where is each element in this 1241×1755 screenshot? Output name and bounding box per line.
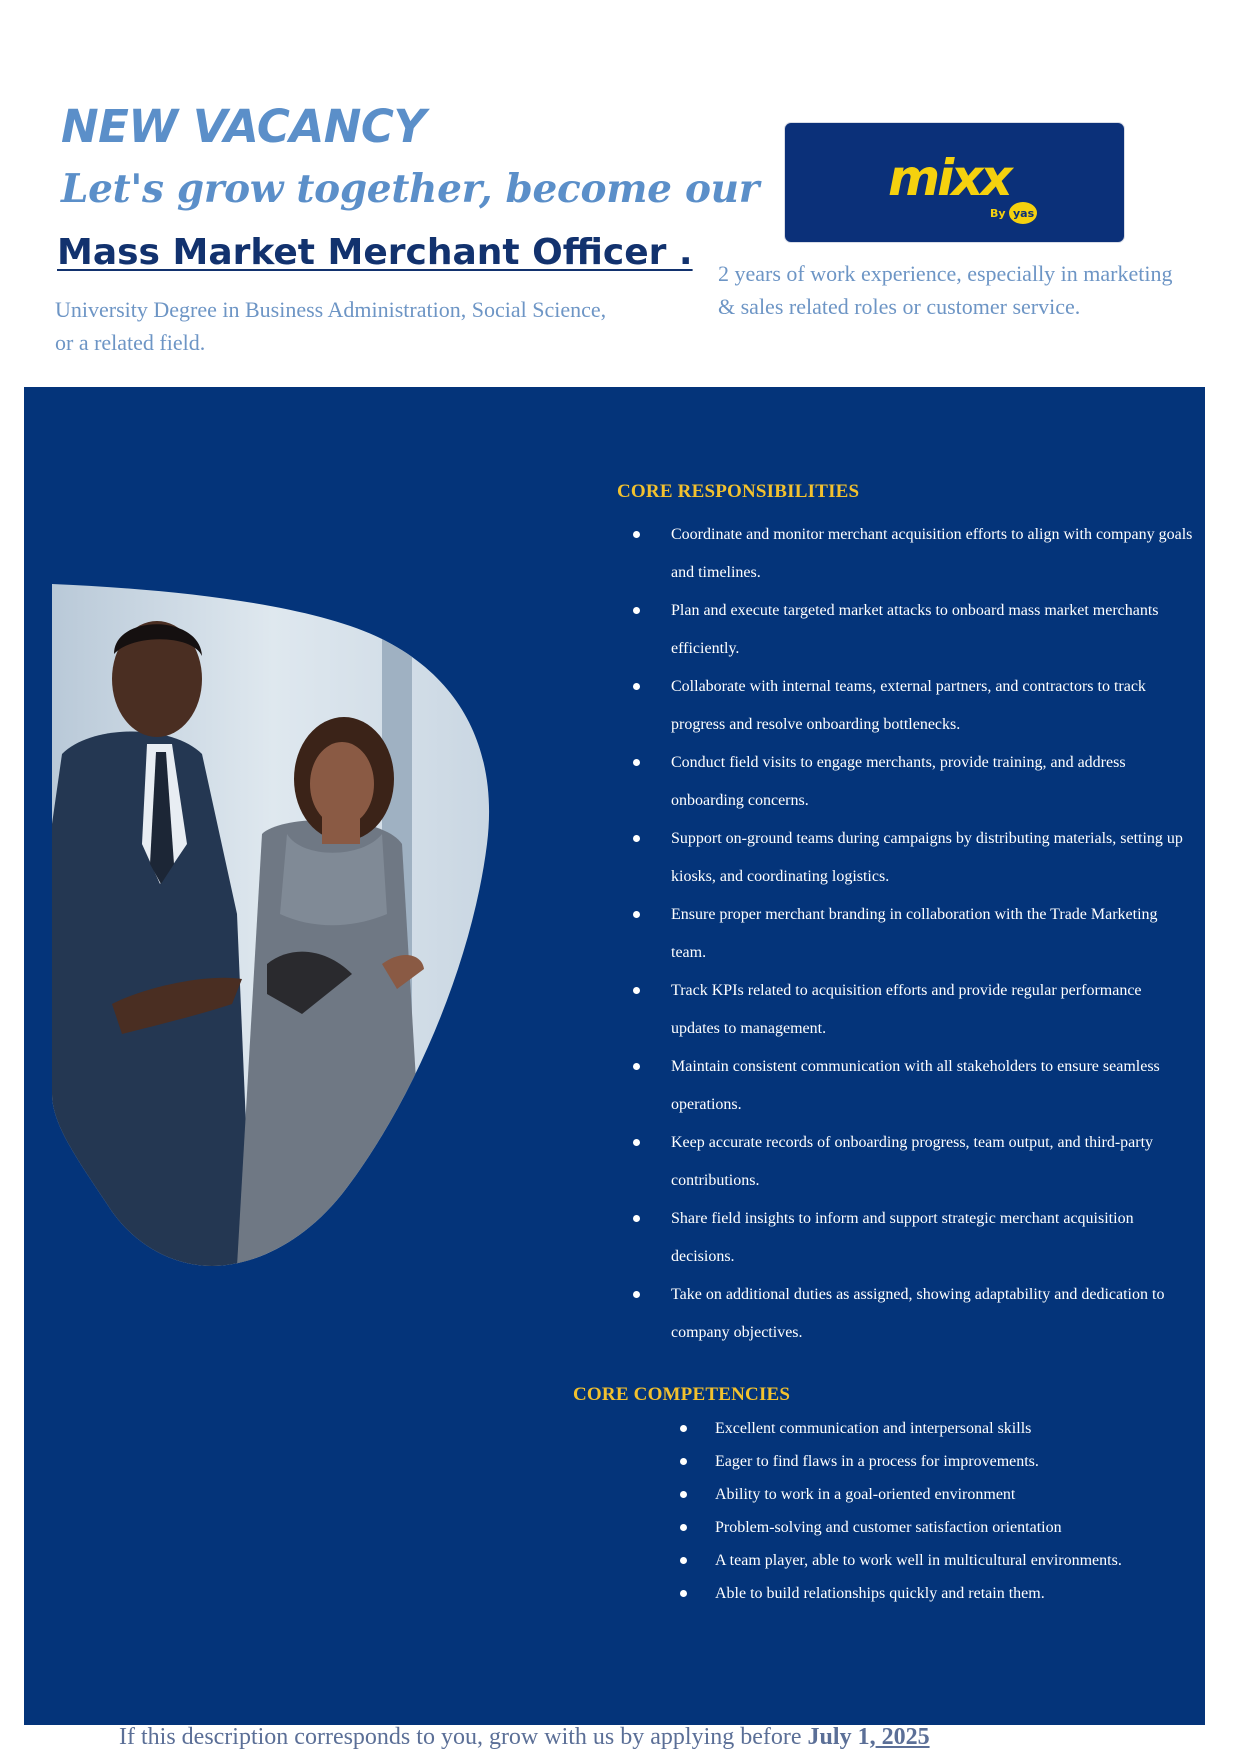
deadline-date [808,1724,930,1750]
competencies-list [715,1412,1195,1610]
list-item: Able to build relationships quickly and retain them. [715,1577,1195,1610]
list-item: Ability to work in a goal-oriented environment [715,1478,1195,1511]
list-item: A team player, able to work well in multicultural environments. [715,1544,1195,1577]
footer-text: If this description corresponds to you, grow with us by applying before [119,1724,808,1750]
job-title: Mass Market Merchant Officer . [57,232,693,273]
list-item: Keep accurate records of onboarding progress, team output, and third-party contributions. [671,1124,1193,1200]
list-item: Track KPIs related to acquisition efforts and provide regular performance updates to management. [671,972,1193,1048]
list-item: Support on-ground teams during campaigns by distributing materials, setting up kiosks, and coordinating logistics. [671,820,1193,896]
mixx-logo [784,122,1125,243]
team-photo [52,584,494,1266]
deadline-year: 2025 [875,1724,930,1750]
list-item: Coordinate and monitor merchant acquisition efforts to align with company goals and timelines. [671,516,1193,592]
subheadline: Let's grow together, become our [61,166,759,212]
list-item: Excellent communication and interpersonal skills [715,1412,1195,1445]
list-item: Collaborate with internal teams, external partners, and contractors to track progress and resolve onboarding bottlenecks. [671,668,1193,744]
logo-badge-text: yas [1013,207,1035,220]
deadline-day: July 1, [807,1724,876,1750]
logo-wordmark: mixx [888,149,1010,207]
list-item: Maintain consistent communication with all stakeholders to ensure seamless operations. [671,1048,1193,1124]
experience-requirement: 2 years of work experience, especially in marketing & sales related roles or customer service. [718,261,1173,319]
list-item: Eager to find flaws in a process for improvements. [715,1445,1195,1478]
list-item: Take on additional duties as assigned, showing adaptability and dedication to company objectives. [671,1276,1193,1352]
list-item: Share field insights to inform and support strategic merchant acquisition decisions. [671,1200,1193,1276]
list-item: Plan and execute targeted market attacks to onboard mass market merchants efficiently. [671,592,1193,668]
yas-badge-icon [1009,202,1037,224]
headline: NEW VACANCY [61,100,426,153]
list-item: Ensure proper merchant branding in collaboration with the Trade Marketing team. [671,896,1193,972]
list-item: Problem-solving and customer satisfaction orientation [715,1511,1195,1544]
responsibilities-title: CORE RESPONSIBILITIES [617,481,860,502]
education-requirement: University Degree in Business Administration, Social Science, or a related field. [55,297,607,355]
list-item: Conduct field visits to engage merchants, provide training, and address onboarding concerns. [671,744,1193,820]
application-deadline [119,1720,930,1754]
responsibilities-list [671,516,1193,1352]
logo-by-text: By [990,207,1006,220]
competencies-title: CORE COMPETENCIES [573,1384,791,1405]
